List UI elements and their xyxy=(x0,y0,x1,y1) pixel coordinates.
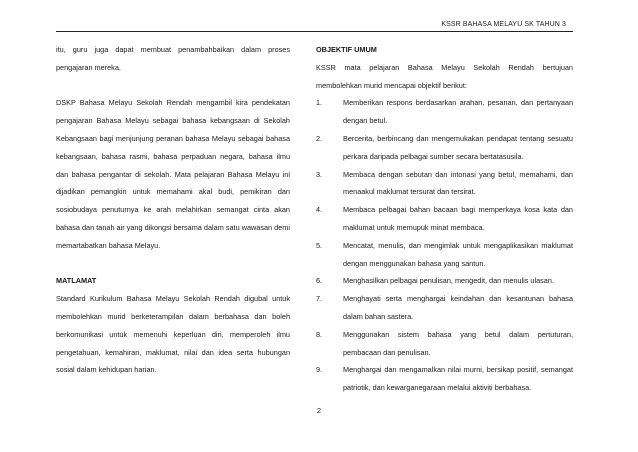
list-item xyxy=(316,290,573,326)
item-text: Membaca dengan sebutan dan intonasi yang betul, memahami, dan menaakul maklumat tersurat dan tersirat. xyxy=(343,169,573,197)
continuation-paragraph: itu, guru juga dapat membuat penambahbaikan dalam proses pengajaran mereka. xyxy=(56,45,290,72)
dskp-paragraph: DSKP Bahasa Melayu Sekolah Rendah mengambil kira pendekatan pengajaran Bahasa Melayu sebagai bahasa kebangsaan di Sekolah Kebangsaan bagi menjunjung peranan bahasa Melayu sebagai bahasa kebangsaan, bahasa rasmi, bahasa perpaduan negara, bahasa ilmu dan bahasa pengantar di sekolah. Mata pelajaran Bahasa Melayu ini dijadikan pemangkin untuk memahami akal budi, pemikiran dan sosiobudaya penuturnya ke arah melahirkan semangat cinta akan bahasa dan tanah air yang dikongsi bersama dalam satu wawasan demi memartabatkan bahasa Melayu. xyxy=(56,98,290,250)
item-number: 8. xyxy=(316,329,323,339)
left-column xyxy=(56,41,290,379)
list-item xyxy=(316,326,573,362)
list-item xyxy=(316,237,573,273)
header-rule xyxy=(56,31,573,32)
item-number: 9. xyxy=(316,365,323,375)
item-number: 4. xyxy=(316,205,323,215)
item-text: Bercerita, berbincang dan mengemukakan pendapat tentang sesuatu perkara daripada pelbagai sumber secara bertatasusila. xyxy=(343,133,573,161)
item-number: 2. xyxy=(316,133,323,143)
item-number: 1. xyxy=(316,98,323,108)
item-number: 5. xyxy=(316,240,323,250)
item-text: Memberikan respons berdasarkan arahan, pesanan, dan pertanyaan dengan betul. xyxy=(343,98,573,126)
right-column xyxy=(316,41,573,397)
item-text: Menghargai dan mengamalkan nilai murni, bersikap positif, semangat patriotik, dan kewarganegaraan melalui aktiviti berbahasa. xyxy=(343,365,573,393)
item-number: 7. xyxy=(316,294,323,304)
list-item xyxy=(316,130,573,166)
item-number: 6. xyxy=(316,276,323,286)
item-text: Menghasilkan pelbagai penulisan, mengedit, dan menulis ulasan. xyxy=(343,276,554,286)
running-header: KSSR BAHASA MELAYU SK TAHUN 3 xyxy=(441,21,566,28)
list-item xyxy=(316,166,573,202)
objective-list xyxy=(316,94,573,397)
matlamat-heading: MATLAMAT xyxy=(56,276,97,286)
item-number: 3. xyxy=(316,169,323,179)
item-text: Menggunakan sistem bahasa yang betul dalam pertuturan, pembacaan dan penulisan. xyxy=(343,329,573,357)
item-text: Membaca pelbagai bahan bacaan bagi memperkaya kosa kata dan maklumat untuk memupuk minat membaca. xyxy=(343,205,573,232)
page-number: 2 xyxy=(316,406,322,415)
item-text: Menghayati serta menghargai keindahan dan kesantunan bahasa dalam bahan sastera. xyxy=(343,294,573,321)
objektif-heading: OBJEKTIF UMUM xyxy=(316,45,377,54)
matlamat-paragraph: Standard Kurikulum Bahasa Melayu Sekolah Rendah digubal untuk membolehkan murid berketerampilan dalam berbahasa dan boleh berkomunikasi untuk memenuhi keperluan diri, memperoleh ilmu pengetahuan, kemahiran, maklumat, nilai dan idea serta hubungan sosial dalam kehidupan harian. xyxy=(56,294,290,375)
list-item xyxy=(316,94,573,130)
item-text: Mencatat, menulis, dan mengimlak untuk mengaplikasikan maklumat dengan menggunakan bahasa yang santun. xyxy=(343,240,573,268)
list-item xyxy=(316,272,573,290)
list-item xyxy=(316,201,573,237)
list-item xyxy=(316,361,573,397)
objektif-intro: KSSR mata pelajaran Bahasa Melayu Sekolah Rendah bertujuan membolehkan murid mencapai objektif berikut: xyxy=(316,62,573,90)
